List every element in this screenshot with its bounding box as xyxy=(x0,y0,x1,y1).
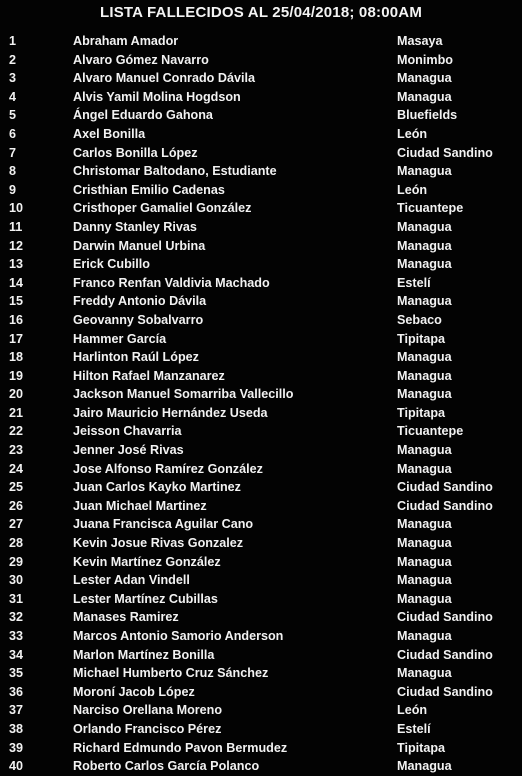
row-name: Abraham Amador xyxy=(73,34,179,48)
row-city: Managua xyxy=(397,387,452,402)
row-name: Cristhian Emilio Cadenas xyxy=(73,182,225,197)
row-name: Michael Humberto Cruz Sánchez xyxy=(73,666,269,681)
row-city: Managua xyxy=(397,759,452,774)
list-item xyxy=(0,237,522,256)
row-number: 23 xyxy=(9,443,24,458)
list-item xyxy=(0,32,522,51)
row-number: 15 xyxy=(9,294,24,309)
row-number: 21 xyxy=(9,405,24,420)
list-item xyxy=(0,497,522,516)
list-item xyxy=(0,478,522,497)
row-name: Franco Renfan Valdivia Machado xyxy=(73,275,270,290)
list-item xyxy=(0,553,522,572)
row-number: 20 xyxy=(9,387,24,402)
row-name: Axel Bonilla xyxy=(73,126,146,141)
row-name: Manases Ramirez xyxy=(73,610,179,625)
row-city: Managua xyxy=(397,573,452,588)
row-number: 31 xyxy=(9,591,24,606)
list-item xyxy=(0,515,522,534)
row-city: Managua xyxy=(397,89,452,104)
row-city: Ciudad Sandino xyxy=(397,480,493,495)
row-city: Estelí xyxy=(397,275,431,290)
list-item xyxy=(0,683,522,702)
row-city: León xyxy=(397,703,428,718)
row-name: Jenner José Rivas xyxy=(73,443,184,458)
row-number: 40 xyxy=(9,759,24,774)
row-city: Managua xyxy=(397,666,452,681)
row-city: Tipitapa xyxy=(397,740,446,755)
row-city: Ciudad Sandino xyxy=(397,498,493,513)
row-city: Managua xyxy=(397,368,452,383)
row-name: Darwin Manuel Urbina xyxy=(73,238,206,253)
row-number: 33 xyxy=(9,629,24,643)
row-city: Managua xyxy=(397,350,452,365)
list-item xyxy=(0,367,522,386)
list-item xyxy=(0,590,522,609)
row-city: Managua xyxy=(397,517,452,532)
row-number: 8 xyxy=(9,164,17,179)
list-item xyxy=(0,441,522,460)
row-city: Sebaco xyxy=(397,312,442,327)
row-city: Managua xyxy=(397,461,452,476)
list-item xyxy=(0,385,522,404)
row-name: Kevin Martínez González xyxy=(73,554,221,569)
row-name: Danny Stanley Rivas xyxy=(73,219,197,234)
row-name: Jose Alfonso Ramírez González xyxy=(73,461,263,476)
row-number: 26 xyxy=(9,498,24,513)
row-name: Lester Adan Vindell xyxy=(73,573,190,588)
row-city: Bluefields xyxy=(397,108,458,123)
list-item xyxy=(0,739,522,758)
row-city: Ciudad Sandino xyxy=(397,145,493,160)
list-item xyxy=(0,69,522,88)
row-number: 30 xyxy=(9,573,24,588)
list-item xyxy=(0,144,522,163)
row-city: Managua xyxy=(397,219,452,234)
row-city: Monimbo xyxy=(397,52,453,67)
row-city: Managua xyxy=(397,443,452,458)
row-name: Harlinton Raúl López xyxy=(73,350,199,365)
row-number: 32 xyxy=(9,610,24,625)
row-number: 4 xyxy=(9,89,17,104)
row-name: Jairo Mauricio Hernández Useda xyxy=(73,405,268,420)
row-name: Juan Carlos Kayko Martinez xyxy=(73,480,241,495)
row-city: Masaya xyxy=(397,34,443,48)
row-city: Managua xyxy=(397,591,452,606)
row-number: 36 xyxy=(9,684,24,699)
row-number: 11 xyxy=(9,219,23,234)
list-item xyxy=(0,88,522,107)
row-name: Narciso Orellana Moreno xyxy=(73,703,223,718)
row-city: León xyxy=(397,182,428,197)
row-number: 5 xyxy=(9,108,17,123)
list-item xyxy=(0,404,522,423)
row-number: 16 xyxy=(9,312,24,327)
row-number: 19 xyxy=(9,368,24,383)
list-item xyxy=(0,720,522,739)
row-number: 34 xyxy=(9,647,24,662)
list-item xyxy=(0,274,522,293)
row-city: Tipitapa xyxy=(397,331,446,346)
row-number: 27 xyxy=(9,517,24,532)
row-name: Marcos Antonio Samorio Anderson xyxy=(73,629,284,643)
list-item xyxy=(0,311,522,330)
row-name: Carlos Bonilla López xyxy=(73,145,198,160)
list-item xyxy=(0,255,522,274)
row-name: Richard Edmundo Pavon Bermudez xyxy=(73,740,288,755)
row-name: Juan Michael Martinez xyxy=(73,498,207,513)
row-city: Managua xyxy=(397,536,452,551)
row-city: Ticuantepe xyxy=(397,424,464,439)
row-number: 39 xyxy=(9,740,24,755)
row-name: Roberto Carlos García Polanco xyxy=(73,759,260,774)
list-item xyxy=(0,422,522,441)
row-name: Juana Francisca Aguilar Cano xyxy=(73,517,254,532)
row-number: 35 xyxy=(9,666,24,681)
row-name: Alvaro Manuel Conrado Dávila xyxy=(73,71,255,86)
deceased-list xyxy=(0,32,522,776)
row-name: Hilton Rafael Manzanarez xyxy=(73,368,225,383)
row-name: Orlando Francisco Pérez xyxy=(73,721,222,736)
list-item xyxy=(0,608,522,627)
row-city: Ciudad Sandino xyxy=(397,647,493,662)
row-city: Managua xyxy=(397,554,452,569)
row-city: Managua xyxy=(397,238,452,253)
row-number: 24 xyxy=(9,461,24,476)
row-city: Managua xyxy=(397,257,452,272)
row-number: 38 xyxy=(9,721,24,736)
list-item xyxy=(0,571,522,590)
row-city: Managua xyxy=(397,294,452,309)
list-item xyxy=(0,218,522,237)
row-city: Estelí xyxy=(397,721,431,736)
row-number: 29 xyxy=(9,554,24,569)
row-number: 13 xyxy=(9,257,24,272)
row-number: 25 xyxy=(9,480,24,495)
row-number: 14 xyxy=(9,275,24,290)
row-city: Ciudad Sandino xyxy=(397,684,493,699)
row-number: 18 xyxy=(9,350,24,365)
row-name: Jackson Manuel Somarriba Vallecillo xyxy=(73,387,294,402)
list-item xyxy=(0,181,522,200)
row-city: León xyxy=(397,126,428,141)
row-name: Alvis Yamil Molina Hogdson xyxy=(73,89,241,104)
row-number: 17 xyxy=(9,331,24,346)
row-city: Managua xyxy=(397,629,452,643)
row-name: Geovanny Sobalvarro xyxy=(73,312,204,327)
row-name: Freddy Antonio Dávila xyxy=(73,294,207,309)
list-item xyxy=(0,646,522,665)
row-number: 1 xyxy=(9,34,17,48)
list-item xyxy=(0,701,522,720)
row-number: 12 xyxy=(9,238,24,253)
row-name: Cristhoper Gamaliel González xyxy=(73,201,252,216)
list-item xyxy=(0,162,522,181)
list-item xyxy=(0,125,522,144)
list-item xyxy=(0,199,522,218)
row-number: 3 xyxy=(9,71,17,86)
row-city: Managua xyxy=(397,71,452,86)
row-name: Marlon Martínez Bonilla xyxy=(73,647,215,662)
row-name: Ángel Eduardo Gahona xyxy=(73,108,213,123)
row-number: 22 xyxy=(9,424,24,439)
row-name: Jeisson Chavarria xyxy=(73,424,182,439)
list-item xyxy=(0,460,522,479)
list-item xyxy=(0,664,522,683)
row-number: 6 xyxy=(9,126,17,141)
row-city: Ciudad Sandino xyxy=(397,610,493,625)
row-number: 28 xyxy=(9,536,24,551)
row-name: Christomar Baltodano, Estudiante xyxy=(73,164,277,179)
list-item xyxy=(0,757,522,776)
row-number: 37 xyxy=(9,703,24,718)
list-item xyxy=(0,627,522,646)
row-number: 2 xyxy=(9,52,17,67)
list-item xyxy=(0,348,522,367)
row-city: Managua xyxy=(397,164,452,179)
list-item xyxy=(0,330,522,349)
row-name: Erick Cubillo xyxy=(73,257,150,272)
row-name: Alvaro Gómez Navarro xyxy=(73,52,209,67)
row-name: Lester Martínez Cubillas xyxy=(73,591,218,606)
list-item xyxy=(0,106,522,125)
row-name: Hammer García xyxy=(73,331,167,346)
row-number: 7 xyxy=(9,145,17,160)
page-title: LISTA FALLECIDOS AL 25/04/2018; 08:00AM xyxy=(99,4,423,21)
row-city: Tipitapa xyxy=(397,405,446,420)
list-item xyxy=(0,534,522,553)
list-item xyxy=(0,51,522,70)
row-number: 10 xyxy=(9,201,24,216)
row-city: Ticuantepe xyxy=(397,201,464,216)
row-name: Moroní Jacob López xyxy=(73,684,195,699)
row-name: Kevin Josue Rivas Gonzalez xyxy=(73,536,244,551)
row-number: 9 xyxy=(9,182,17,197)
list-item xyxy=(0,292,522,311)
